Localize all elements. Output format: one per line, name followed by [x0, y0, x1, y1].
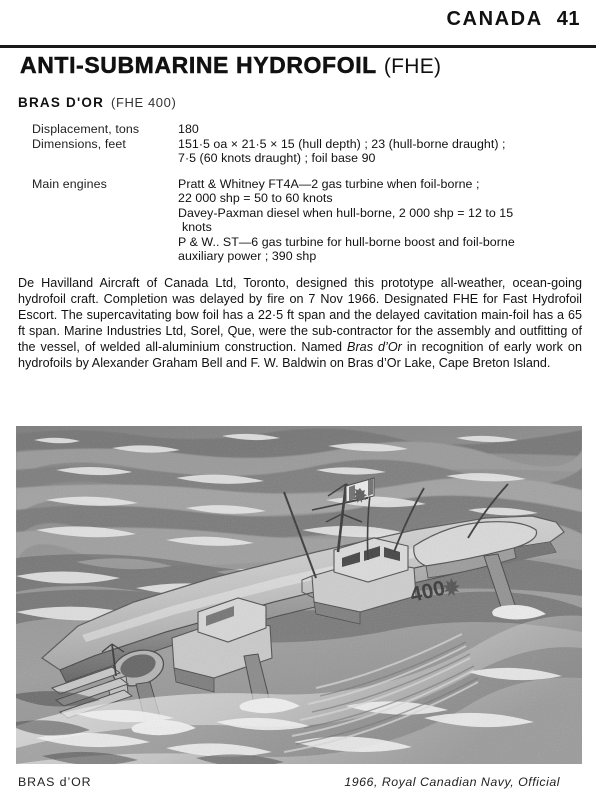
- header-rule: [0, 45, 596, 48]
- photo-illustration: [16, 426, 582, 764]
- section-title-suffix: (FHE): [383, 55, 442, 78]
- running-head: [446, 8, 580, 31]
- spec-label: Main engines: [32, 176, 107, 191]
- specification-table: [32, 122, 580, 264]
- spec-value-line: auxiliary power ; 390 shp: [178, 249, 317, 263]
- caption-subject: BRAS d’OR: [18, 775, 92, 789]
- description-part-2: in recognition of early work on hydrofoils by Alexander Graham Bell and F. W. Baldwin on Bras d’Or Lake, Cape Breton Island.: [18, 340, 582, 371]
- spec-value-line: 22 000 shp = 50 to 60 knots: [178, 191, 333, 205]
- description-paragraph: [18, 275, 582, 372]
- spec-value: [178, 122, 580, 137]
- spec-row: [32, 177, 580, 264]
- vessel-photograph: [16, 426, 582, 764]
- spec-value: [178, 177, 580, 264]
- ship-name-italic: Bras d’Or: [347, 340, 402, 355]
- spec-value-line: Pratt & Whitney FT4A—2 gas turbine when foil-borne ;: [178, 176, 480, 191]
- spec-label: Dimensions, feet: [32, 136, 126, 151]
- section-title-main: ANTI-SUBMARINE HYDROFOIL: [20, 52, 377, 78]
- spec-value-line: knots: [182, 220, 212, 234]
- caption-credit: 1966, Royal Canadian Navy, Official: [344, 775, 560, 789]
- spec-value-line: 180: [178, 122, 199, 136]
- country-name: CANADA: [446, 8, 543, 30]
- spec-value: [178, 137, 580, 166]
- spec-label: Displacement, tons: [32, 122, 140, 136]
- spec-value-line: Davey-Paxman diesel when hull-borne, 2 000 shp = 12 to 15: [178, 205, 514, 220]
- spec-row: [32, 137, 580, 166]
- page-number: 41: [556, 8, 580, 30]
- description-part-1: De Havilland Aircraft of Canada Ltd, Toronto, designed this prototype all-weather, ocean-going hydrofoil craft. Completion was delayed by fire on 7 Nov 1966. Designated FHE for Fast Hydrofoil Escort. The supercavitating bow foil has a 22·5 ft span and the delayed cavitation main-foil has a 65 ft span. Marine Industries Ltd, Sorel, Que, were the sub-contractor for the assembly and outfitting of the vessel, of welded all-aluminium construction. Named: [18, 276, 582, 355]
- section-title: [20, 52, 441, 79]
- spec-value-line: 7·5 (60 knots draught) ; foil base 90: [178, 151, 376, 165]
- photo-caption: [18, 775, 582, 789]
- spec-row: [32, 122, 580, 137]
- ship-heading: [18, 95, 176, 110]
- ship-pennant-number: (FHE 400): [111, 95, 177, 110]
- spec-value-line: P & W.. ST—6 gas turbine for hull-borne boost and foil-borne: [178, 234, 515, 249]
- spec-value-line: 151·5 oa × 21·5 × 15 (hull depth) ; 23 (hull-borne draught) ;: [178, 136, 506, 151]
- ship-name: BRAS D'OR: [18, 95, 105, 110]
